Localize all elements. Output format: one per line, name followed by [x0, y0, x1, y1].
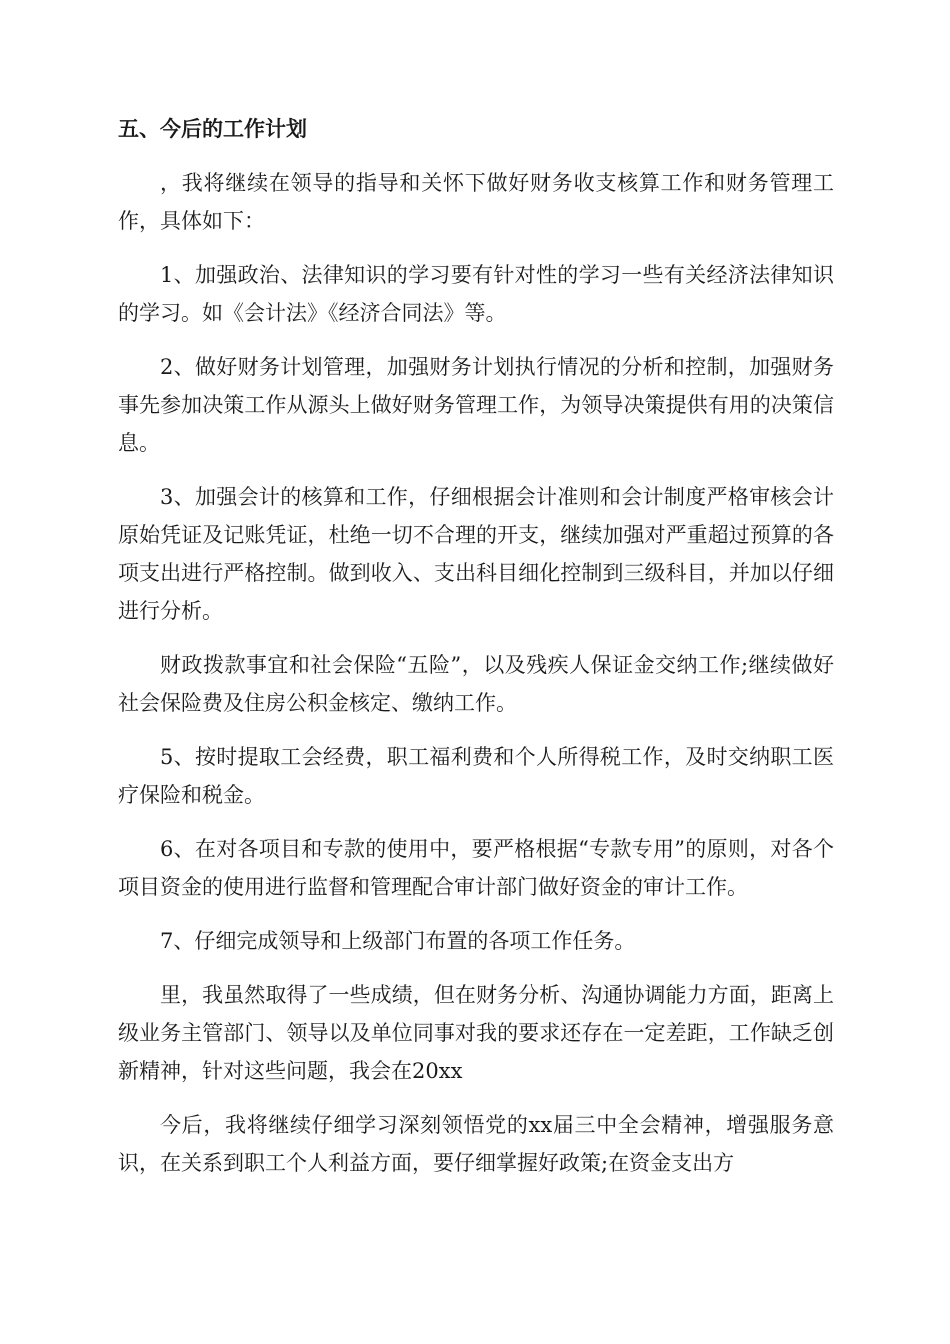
spacer [118, 722, 834, 738]
paragraph-future: 今后，我将继续仔细学习深刻领悟党的xx届三中全会精神，增强服务意识，在关系到职工个人利益方面，要仔细掌握好政策;在资金支出方 [118, 1113, 834, 1175]
spacer [118, 462, 834, 478]
spacer [118, 240, 834, 256]
document-page [118, 110, 834, 1182]
spacer [118, 960, 834, 976]
section-heading: 五、今后的工作计划 [118, 117, 307, 141]
paragraph-item-2: 2、做好财务计划管理，加强财务计划执行情况的分析和控制，加强财务事先参加决策工作从源头上做好财务管理工作，为领导决策提供有用的决策信息。 [118, 355, 834, 455]
paragraph-item-4: 财政拨款事宜和社会保险“五险”，以及残疾人保证金交纳工作;继续做好社会保险费及住房公积金核定、缴纳工作。 [118, 653, 834, 715]
paragraph-item-6: 6、在对各项目和专款的使用中，要严格根据“专款专用”的原则，对各个项目资金的使用进行监督和管理配合审计部门做好资金的审计工作。 [118, 837, 834, 899]
paragraph-intro: ，我将继续在领导的指导和关怀下做好财务收支核算工作和财务管理工作，具体如下： [118, 171, 834, 233]
spacer [118, 906, 834, 922]
paragraph-item-1: 1、加强政治、法律知识的学习要有针对性的学习一些有关经济法律知识的学习。如《会计法》《经济合同法》等。 [118, 263, 834, 325]
paragraph-summary: 里，我虽然取得了一些成绩，但在财务分析、沟通协调能力方面，距离上级业务主管部门、领导以及单位同事对我的要求还存在一定差距，工作缺乏创新精神，针对这些问题，我会在20xx [118, 983, 834, 1083]
spacer [118, 332, 834, 348]
paragraph-item-5: 5、按时提取工会经费，职工福利费和个人所得税工作，及时交纳职工医疗保险和税金。 [118, 745, 834, 807]
spacer [118, 630, 834, 646]
paragraph-item-3: 3、加强会计的核算和工作，仔细根据会计准则和会计制度严格审核会计原始凭证及记账凭证，杜绝一切不合理的开支，继续加强对严重超过预算的各项支出进行严格控制。做到收入、支出科目细化控制到三级科目，并加以仔细进行分析。 [118, 485, 834, 623]
spacer [118, 814, 834, 830]
spacer [118, 148, 834, 164]
paragraph-item-7: 7、仔细完成领导和上级部门布置的各项工作任务。 [160, 929, 636, 953]
spacer [118, 1090, 834, 1106]
